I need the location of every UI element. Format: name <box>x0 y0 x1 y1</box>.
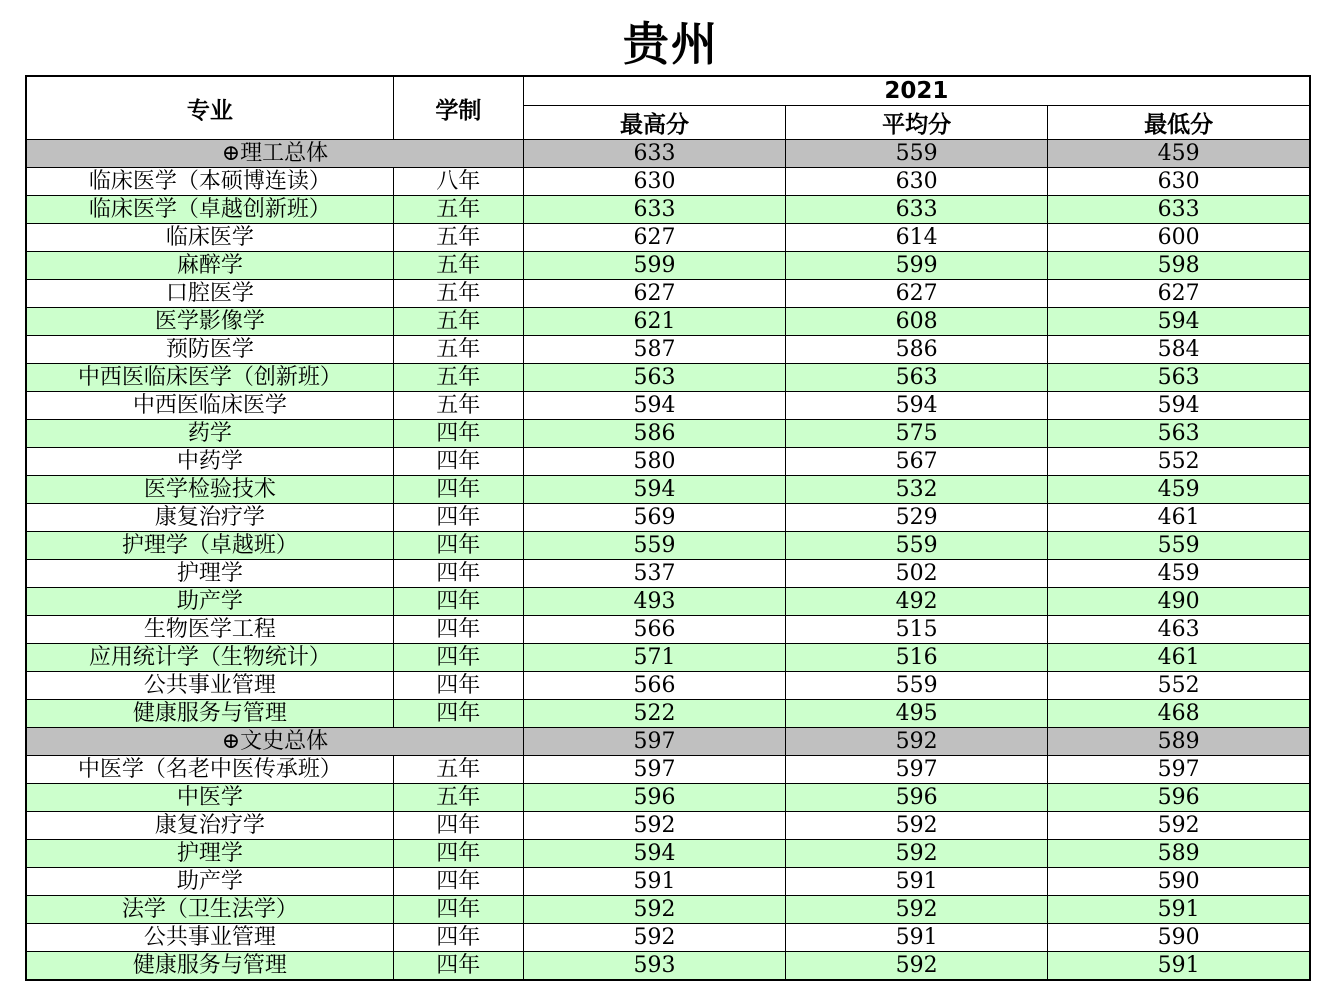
header-years: 学制 <box>393 76 523 140</box>
avg-score-cell: 596 <box>786 784 1048 812</box>
min-score-cell: 559 <box>1048 532 1310 560</box>
max-score-cell: 566 <box>523 616 785 644</box>
table-row <box>26 924 1310 952</box>
header-max-score: 最高分 <box>523 106 785 140</box>
avg-score-cell: 559 <box>786 140 1048 168</box>
years-cell: 五年 <box>393 280 523 308</box>
years-cell: 五年 <box>393 252 523 280</box>
max-score-cell: 563 <box>523 364 785 392</box>
min-score-cell: 461 <box>1048 644 1310 672</box>
summary-row <box>26 728 1310 756</box>
table-row <box>26 504 1310 532</box>
table-row <box>26 868 1310 896</box>
avg-score-cell: 559 <box>786 532 1048 560</box>
years-cell: 五年 <box>393 756 523 784</box>
avg-score-cell: 592 <box>786 896 1048 924</box>
min-score-cell: 590 <box>1048 924 1310 952</box>
major-cell: 药学 <box>26 420 393 448</box>
major-cell: 中西医临床医学（创新班） <box>26 364 393 392</box>
table-row <box>26 532 1310 560</box>
avg-score-cell: 495 <box>786 700 1048 728</box>
max-score-cell: 580 <box>523 448 785 476</box>
major-cell: 健康服务与管理 <box>26 700 393 728</box>
table-row <box>26 168 1310 196</box>
years-cell: 四年 <box>393 896 523 924</box>
avg-score-cell: 516 <box>786 644 1048 672</box>
years-cell: 四年 <box>393 616 523 644</box>
min-score-cell: 600 <box>1048 224 1310 252</box>
max-score-cell: 597 <box>523 756 785 784</box>
min-score-cell: 584 <box>1048 336 1310 364</box>
table-row <box>26 644 1310 672</box>
table-row <box>26 392 1310 420</box>
min-score-cell: 563 <box>1048 420 1310 448</box>
major-cell: 麻醉学 <box>26 252 393 280</box>
table-row <box>26 476 1310 504</box>
min-score-cell: 592 <box>1048 812 1310 840</box>
table-row <box>26 700 1310 728</box>
years-cell: 四年 <box>393 672 523 700</box>
avg-score-cell: 614 <box>786 224 1048 252</box>
years-cell: 四年 <box>393 588 523 616</box>
table-row <box>26 756 1310 784</box>
table-row <box>26 280 1310 308</box>
years-cell: 四年 <box>393 504 523 532</box>
max-score-cell: 537 <box>523 560 785 588</box>
table-row <box>26 840 1310 868</box>
years-cell: 五年 <box>393 392 523 420</box>
table-row <box>26 952 1310 981</box>
avg-score-cell: 597 <box>786 756 1048 784</box>
min-score-cell: 598 <box>1048 252 1310 280</box>
avg-score-cell: 630 <box>786 168 1048 196</box>
max-score-cell: 571 <box>523 644 785 672</box>
major-cell: 医学影像学 <box>26 308 393 336</box>
major-cell: 预防医学 <box>26 336 393 364</box>
max-score-cell: 596 <box>523 784 785 812</box>
max-score-cell: 592 <box>523 812 785 840</box>
table-row <box>26 224 1310 252</box>
min-score-cell: 633 <box>1048 196 1310 224</box>
major-cell: 生物医学工程 <box>26 616 393 644</box>
min-score-cell: 552 <box>1048 672 1310 700</box>
avg-score-cell: 529 <box>786 504 1048 532</box>
years-cell: 四年 <box>393 448 523 476</box>
min-score-cell: 461 <box>1048 504 1310 532</box>
years-cell: 四年 <box>393 924 523 952</box>
avg-score-cell: 575 <box>786 420 1048 448</box>
years-cell: 四年 <box>393 812 523 840</box>
years-cell: 四年 <box>393 644 523 672</box>
min-score-cell: 589 <box>1048 840 1310 868</box>
max-score-cell: 633 <box>523 140 785 168</box>
min-score-cell: 627 <box>1048 280 1310 308</box>
avg-score-cell: 591 <box>786 868 1048 896</box>
table-row <box>26 196 1310 224</box>
major-cell: 护理学 <box>26 840 393 868</box>
years-cell: 四年 <box>393 476 523 504</box>
max-score-cell: 627 <box>523 280 785 308</box>
max-score-cell: 592 <box>523 896 785 924</box>
table-row <box>26 784 1310 812</box>
major-cell: 口腔医学 <box>26 280 393 308</box>
min-score-cell: 563 <box>1048 364 1310 392</box>
table-row <box>26 560 1310 588</box>
max-score-cell: 592 <box>523 924 785 952</box>
table-row <box>26 588 1310 616</box>
table-row <box>26 448 1310 476</box>
major-cell: 法学（卫生法学） <box>26 896 393 924</box>
avg-score-cell: 532 <box>786 476 1048 504</box>
avg-score-cell: 559 <box>786 672 1048 700</box>
max-score-cell: 597 <box>523 728 785 756</box>
min-score-cell: 630 <box>1048 168 1310 196</box>
table-row <box>26 896 1310 924</box>
min-score-cell: 591 <box>1048 896 1310 924</box>
years-cell: 四年 <box>393 868 523 896</box>
max-score-cell: 569 <box>523 504 785 532</box>
header-major: 专业 <box>26 76 393 140</box>
major-cell: 中医学（名老中医传承班） <box>26 756 393 784</box>
major-cell: 中西医临床医学 <box>26 392 393 420</box>
max-score-cell: 594 <box>523 476 785 504</box>
major-cell: 公共事业管理 <box>26 924 393 952</box>
avg-score-cell: 592 <box>786 952 1048 981</box>
major-cell: 康复治疗学 <box>26 504 393 532</box>
years-cell: 五年 <box>393 308 523 336</box>
major-cell: 中药学 <box>26 448 393 476</box>
min-score-cell: 591 <box>1048 952 1310 981</box>
avg-score-cell: 492 <box>786 588 1048 616</box>
score-table <box>25 75 1311 981</box>
group-label-cell: ⊕文史总体 <box>26 728 523 756</box>
years-cell: 四年 <box>393 700 523 728</box>
min-score-cell: 490 <box>1048 588 1310 616</box>
major-cell: 护理学（卓越班） <box>26 532 393 560</box>
years-cell: 四年 <box>393 420 523 448</box>
major-cell: 助产学 <box>26 868 393 896</box>
min-score-cell: 594 <box>1048 308 1310 336</box>
avg-score-cell: 515 <box>786 616 1048 644</box>
avg-score-cell: 599 <box>786 252 1048 280</box>
avg-score-cell: 633 <box>786 196 1048 224</box>
max-score-cell: 627 <box>523 224 785 252</box>
avg-score-cell: 608 <box>786 308 1048 336</box>
years-cell: 八年 <box>393 168 523 196</box>
major-cell: 临床医学 <box>26 224 393 252</box>
min-score-cell: 589 <box>1048 728 1310 756</box>
table-row <box>26 364 1310 392</box>
min-score-cell: 459 <box>1048 476 1310 504</box>
max-score-cell: 587 <box>523 336 785 364</box>
table-body <box>26 140 1310 981</box>
major-cell: 医学检验技术 <box>26 476 393 504</box>
major-cell: 康复治疗学 <box>26 812 393 840</box>
years-cell: 五年 <box>393 336 523 364</box>
min-score-cell: 463 <box>1048 616 1310 644</box>
header-avg-score: 平均分 <box>786 106 1048 140</box>
major-cell: 公共事业管理 <box>26 672 393 700</box>
major-cell: 健康服务与管理 <box>26 952 393 981</box>
max-score-cell: 591 <box>523 868 785 896</box>
avg-score-cell: 594 <box>786 392 1048 420</box>
header-year: 2021 <box>523 76 1310 106</box>
table-row <box>26 420 1310 448</box>
major-cell: 临床医学（本硕博连读） <box>26 168 393 196</box>
avg-score-cell: 563 <box>786 364 1048 392</box>
major-cell: 护理学 <box>26 560 393 588</box>
years-cell: 四年 <box>393 952 523 981</box>
max-score-cell: 594 <box>523 392 785 420</box>
header-min-score: 最低分 <box>1048 106 1310 140</box>
table-row <box>26 252 1310 280</box>
max-score-cell: 593 <box>523 952 785 981</box>
major-cell: 助产学 <box>26 588 393 616</box>
years-cell: 四年 <box>393 560 523 588</box>
min-score-cell: 459 <box>1048 560 1310 588</box>
avg-score-cell: 592 <box>786 840 1048 868</box>
min-score-cell: 594 <box>1048 392 1310 420</box>
max-score-cell: 633 <box>523 196 785 224</box>
avg-score-cell: 586 <box>786 336 1048 364</box>
table-row <box>26 336 1310 364</box>
years-cell: 五年 <box>393 224 523 252</box>
summary-row <box>26 140 1310 168</box>
avg-score-cell: 502 <box>786 560 1048 588</box>
min-score-cell: 459 <box>1048 140 1310 168</box>
years-cell: 五年 <box>393 196 523 224</box>
min-score-cell: 468 <box>1048 700 1310 728</box>
major-cell: 中医学 <box>26 784 393 812</box>
table-row <box>26 308 1310 336</box>
avg-score-cell: 627 <box>786 280 1048 308</box>
max-score-cell: 522 <box>523 700 785 728</box>
years-cell: 五年 <box>393 364 523 392</box>
avg-score-cell: 592 <box>786 812 1048 840</box>
group-label-cell: ⊕理工总体 <box>26 140 523 168</box>
max-score-cell: 621 <box>523 308 785 336</box>
max-score-cell: 586 <box>523 420 785 448</box>
max-score-cell: 493 <box>523 588 785 616</box>
table-row <box>26 616 1310 644</box>
avg-score-cell: 567 <box>786 448 1048 476</box>
max-score-cell: 630 <box>523 168 785 196</box>
max-score-cell: 566 <box>523 672 785 700</box>
avg-score-cell: 592 <box>786 728 1048 756</box>
max-score-cell: 594 <box>523 840 785 868</box>
table-row <box>26 812 1310 840</box>
min-score-cell: 597 <box>1048 756 1310 784</box>
page-title: 贵州 <box>623 17 719 71</box>
min-score-cell: 596 <box>1048 784 1310 812</box>
max-score-cell: 599 <box>523 252 785 280</box>
years-cell: 四年 <box>393 532 523 560</box>
min-score-cell: 590 <box>1048 868 1310 896</box>
min-score-cell: 552 <box>1048 448 1310 476</box>
table-row <box>26 672 1310 700</box>
avg-score-cell: 591 <box>786 924 1048 952</box>
years-cell: 五年 <box>393 784 523 812</box>
major-cell: 临床医学（卓越创新班） <box>26 196 393 224</box>
max-score-cell: 559 <box>523 532 785 560</box>
major-cell: 应用统计学（生物统计） <box>26 644 393 672</box>
years-cell: 四年 <box>393 840 523 868</box>
